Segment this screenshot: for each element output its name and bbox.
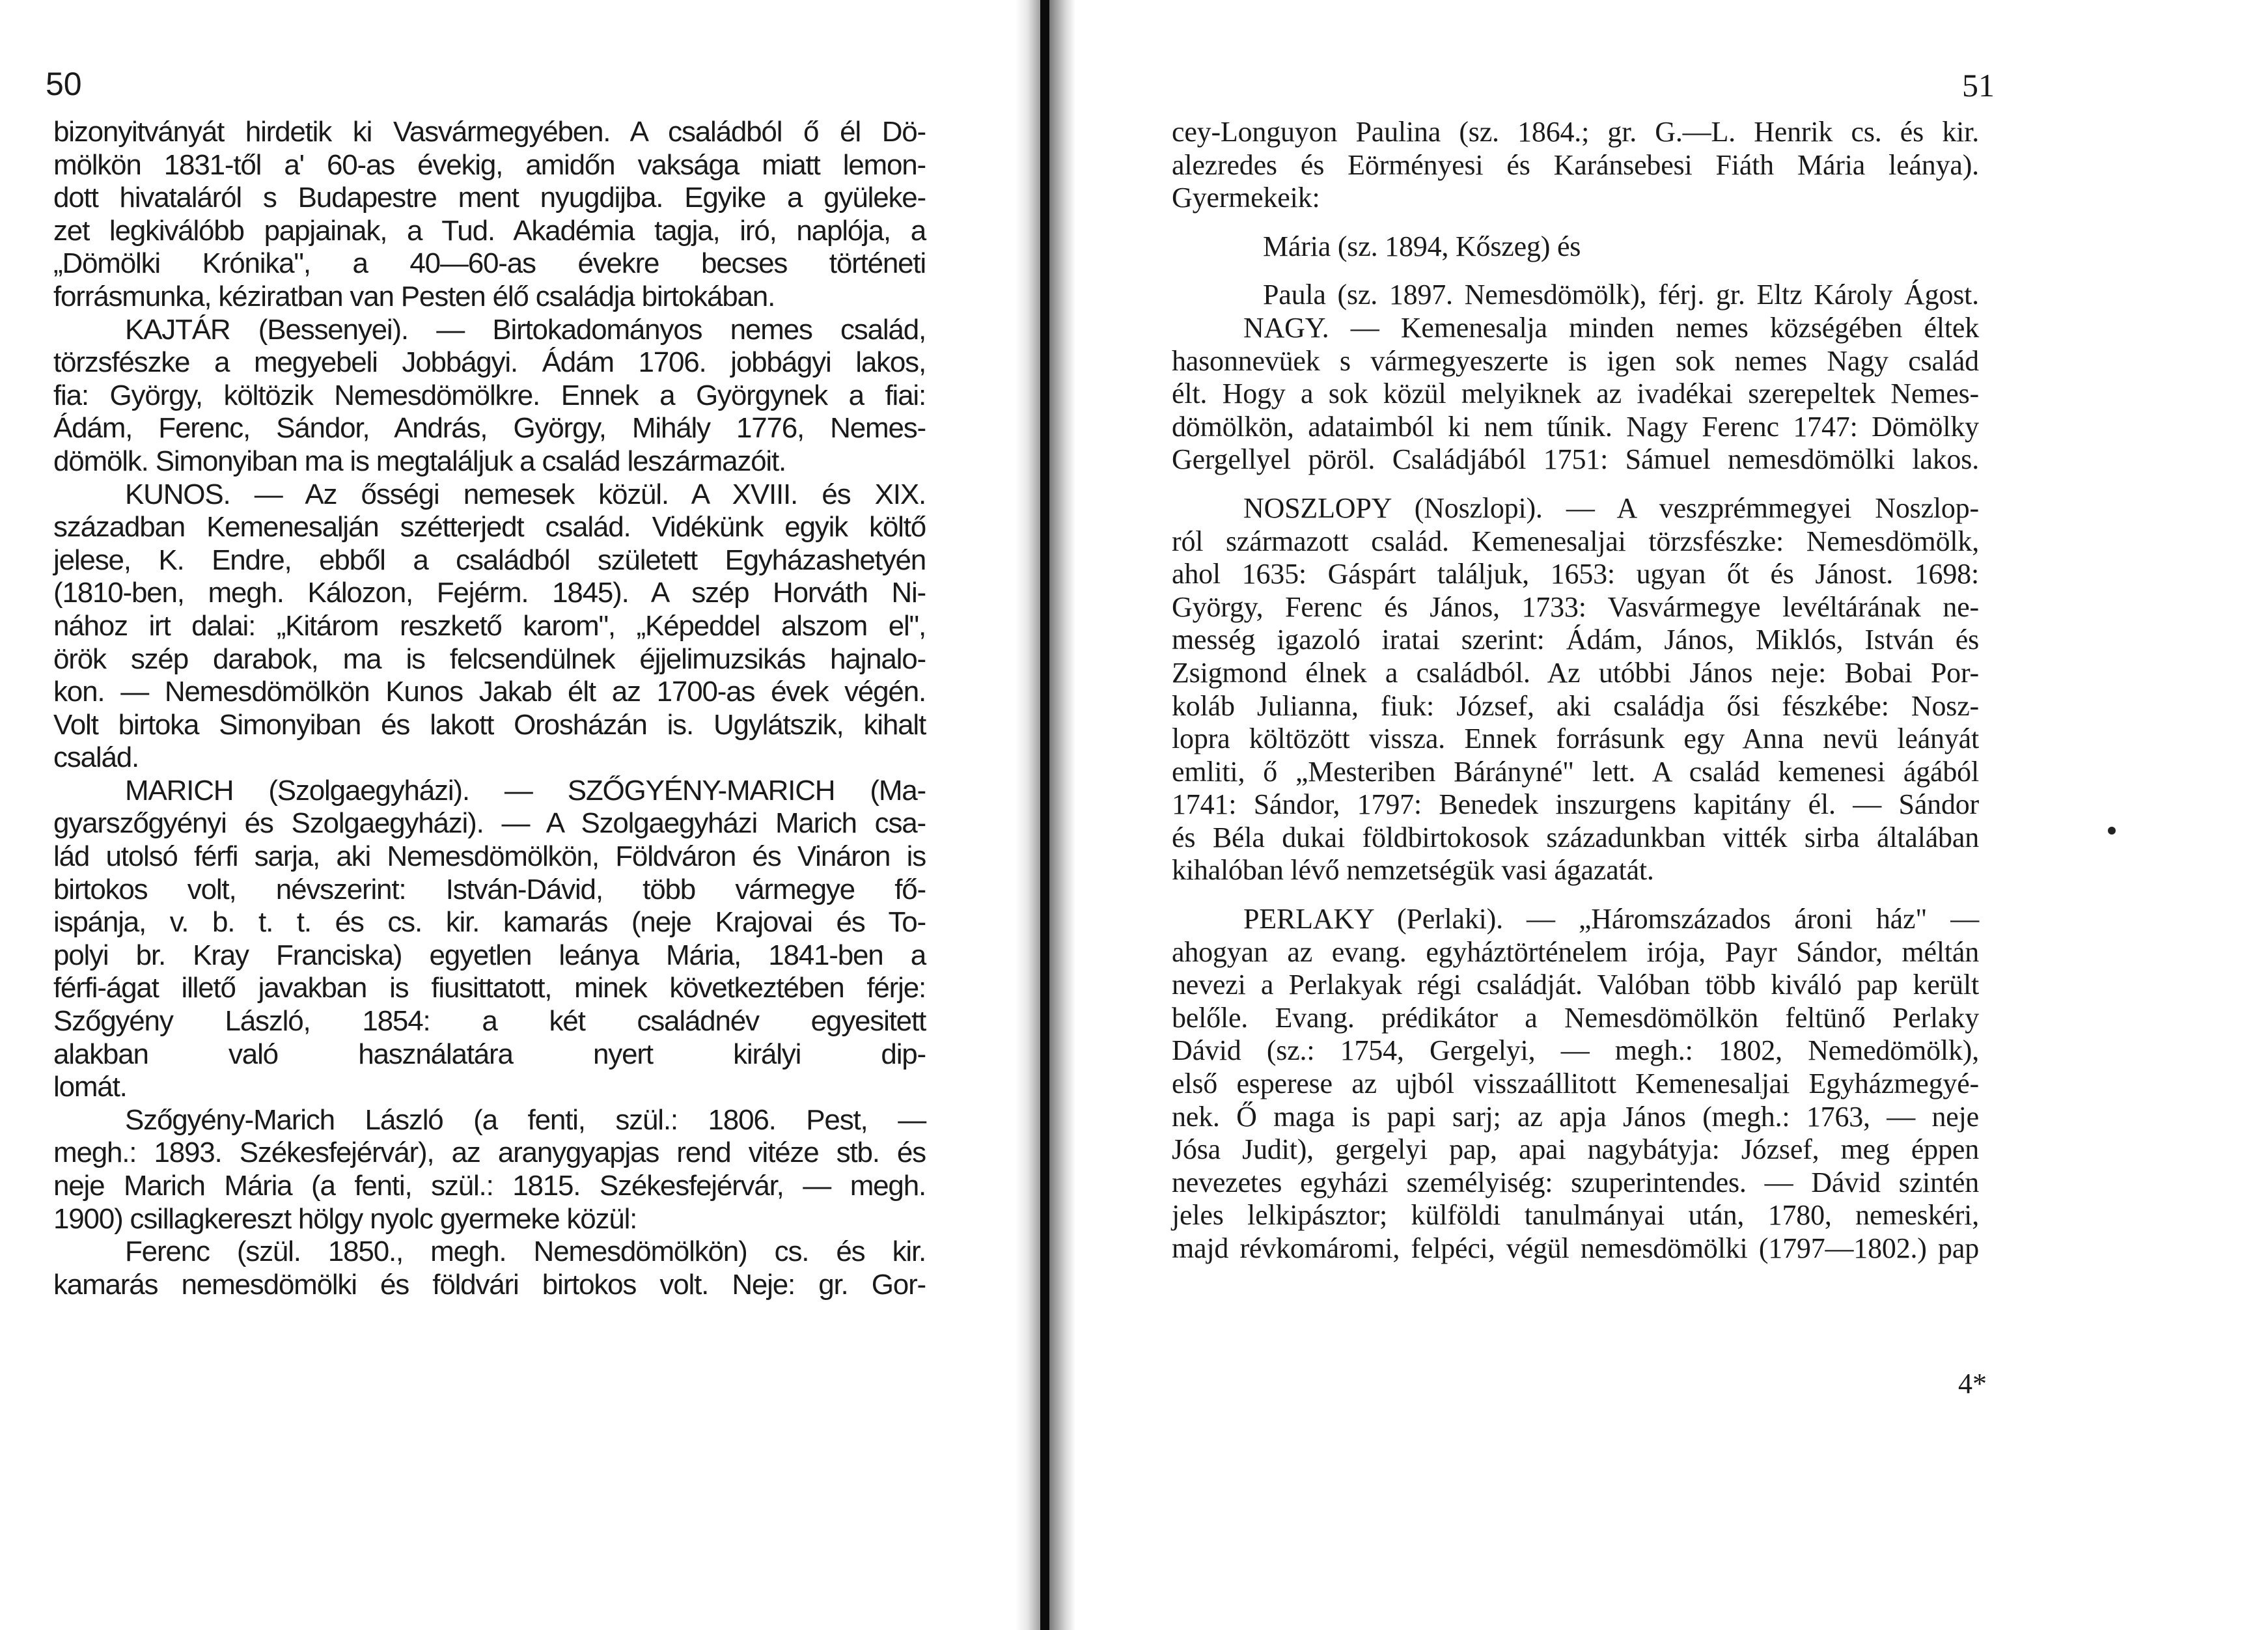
- text-line: birtokos volt, névszerint: István-Dávid, több vármegye fő-: [53, 873, 926, 905]
- paragraph-gap: [1172, 215, 1979, 230]
- text-line: KUNOS. — Az ősségi nemesek közül. A XVIII. és XIX.: [125, 478, 926, 510]
- text-line: NOSZLOPY (Noszlopi). — A veszprémmegyei Noszlop-: [1243, 491, 1979, 524]
- text-line: NAGY. — Kemenesalja minden nemes községében éltek: [1243, 311, 1979, 344]
- text-line: kihalóban lévő nemzetségük vasi ágazatát.: [1172, 854, 1654, 887]
- text-line: Gyermekeik:: [1172, 182, 1320, 214]
- text-line: KAJTÁR (Bessenyei). — Birtokadományos nemes család,: [125, 313, 926, 346]
- page-number-left: 50: [46, 66, 82, 102]
- text-line: Zsigmond élnek a családból. Az utóbbi János neje: Bobai Por-: [1172, 656, 1979, 689]
- text-line: dömölkön, adataimból ki nem tűnik. Nagy Ferenc 1747: Dömölky: [1172, 410, 1979, 443]
- text-line: Volt birtoka Simonyiban és lakott Orosházán is. Ugylátszik, kihalt: [53, 708, 926, 741]
- text-line: nához irt dalai: „Kitárom reszkető karom", „Képeddel alszom el",: [53, 609, 926, 642]
- text-line: ahogyan az evang. egyháztörténelem irója, Payr Sándor, méltán: [1172, 935, 1979, 968]
- text-line: belőle. Evang. prédikátor a Nemesdömölkön feltünő Perlaky: [1172, 1001, 1979, 1034]
- right-page-body: [1172, 116, 1979, 1265]
- text-line: Szőgyény-Marich László (a fenti, szül.: 1806. Pest, —: [125, 1103, 926, 1136]
- book-spine-shadow: [1016, 0, 1042, 1630]
- text-line: dömölk. Simonyiban ma is megtaláljuk a család leszármazóit.: [53, 445, 786, 477]
- text-line: Gergellyel pöröl. Családjából 1751: Sámuel nemesdömölki lakos.: [1172, 443, 1979, 476]
- text-line: első esperese az ujból visszaállitott Kemenesaljai Egyházmegyé-: [1172, 1068, 1979, 1100]
- text-line: jeles lelkipásztor; külföldi tanulmányai után, 1780, nemeskéri,: [1172, 1199, 1979, 1232]
- text-line: nevezetes egyházi személyiség: szuperintendes. — Dávid szintén: [1172, 1166, 1979, 1198]
- text-line: törzsfészke a megyebeli Jobbágyi. Ádám 1706. jobbágyi lakos,: [53, 346, 926, 379]
- text-line: 1900) csillagkereszt hölgy nyolc gyermeke közül:: [53, 1202, 637, 1235]
- text-line: Dávid (sz.: 1754, Gergelyi, — megh.: 1802, Nemedömölk),: [1172, 1034, 1979, 1067]
- book-spine: [1040, 0, 1049, 1630]
- text-line: bizonyitványát hirdetik ki Vasvármegyében. A családból ő él Dö-: [53, 116, 926, 148]
- text-line: neje Marich Mária (a fenti, szül.: 1815. Székesfejérvár, — megh.: [53, 1170, 926, 1202]
- text-line: polyi br. Kray Franciska) egyetlen leánya Mária, 1841-ben a: [53, 939, 926, 971]
- text-line: messég igazoló iratai szerint: Ádám, János, Miklós, István és: [1172, 624, 1979, 656]
- left-page: [0, 0, 1055, 1630]
- text-line: és Béla dukai földbirtokosok századunkban vitték sirba általában: [1172, 821, 1979, 853]
- text-line: mölkön 1831-től a' 60-as évekig, amidőn vaksága miatt lemon-: [53, 148, 926, 181]
- text-line: koláb Julianna, fiuk: József, aki családja ősi fészkébe: Nosz-: [1172, 689, 1979, 722]
- text-line: ról származott család. Kemenesaljai törzsfészke: Nemesdömölk,: [1172, 525, 1979, 557]
- text-line: zet legkiválóbb papjainak, a Tud. Akadémia tagja, iró, naplója, a: [53, 214, 926, 247]
- text-line: gyarszőgyényi és Szolgaegyházi). — A Szolgaegyházi Marich csa-: [53, 807, 926, 840]
- text-line: alezredes és Eörményesi és Karánsebesi Fiáth Mária leánya).: [1172, 148, 1979, 181]
- right-page: [1081, 0, 2268, 1630]
- text-line: ispánja, v. b. t. t. és cs. kir. kamarás (neje Krajovai és To-: [53, 906, 926, 939]
- text-line: században Kemenesalján szétterjedt család. Vidékünk egyik költő: [53, 511, 926, 544]
- text-line: fia: György, költözik Nemesdömölkre. Ennek a Györgynek a fiai:: [53, 379, 926, 411]
- text-line: Ádám, Ferenc, Sándor, András, György, Mihály 1776, Nemes-: [53, 412, 926, 445]
- text-line: ahol 1635: Gáspárt találjuk, 1653: ugyan őt és Jánost. 1698:: [1172, 558, 1979, 590]
- text-line: majd révkomáromi, felpéci, végül nemesdömölki (1797—1802.) pap: [1172, 1232, 1979, 1264]
- text-line: kamarás nemesdömölki és földvári birtokos volt. Neje: gr. Gor-: [53, 1268, 926, 1301]
- text-line: nek. Ő maga is papi sarj; az apja János (megh.: 1763, — neje: [1172, 1100, 1979, 1133]
- text-line: lád utolsó férfi sarja, aki Nemesdömölkön, Földváron és Vináron is: [53, 840, 926, 873]
- text-line: Mária (sz. 1894, Kőszeg) és: [1263, 230, 1581, 262]
- paragraph-gap: [1172, 477, 1979, 492]
- text-line: Szőgyény László, 1854: a két családnév egyesitett: [53, 1005, 926, 1038]
- text-line: emliti, ő „Mesteriben Bárányné" lett. A család kemenesi ágából: [1172, 755, 1979, 788]
- text-line: forrásmunka, kéziratban van Pesten élő családja birtokában.: [53, 280, 775, 312]
- text-line: férfi-ágat illető javakban is fiusittatott, minek következtében férje:: [53, 972, 926, 1004]
- text-line: MARICH (Szolgaegyházi). — SZŐGYÉNY-MARICH (Ma-: [125, 774, 926, 807]
- text-line: megh.: 1893. Székesfejérvár), az aranygyapjas rend vitéze stb. és: [53, 1137, 926, 1169]
- text-line: Jósa Judit), gergelyi pap, apai nagybátyja: József, meg éppen: [1172, 1133, 1979, 1166]
- text-line: dott hivataláról s Budapestre ment nyugdijba. Egyike a gyüleke-: [53, 182, 926, 214]
- ink-speck: [2108, 827, 2116, 835]
- text-line: alakban való használatára nyert királyi dip-: [53, 1038, 926, 1070]
- text-line: PERLAKY (Perlaki). — „Háromszázados ároni ház" —: [1243, 903, 1979, 935]
- text-line: nevezi a Perlakyak régi családját. Valóban több kiváló pap került: [1172, 969, 1979, 1001]
- text-line: Ferenc (szül. 1850., megh. Nemesdömölkön) cs. és kir.: [125, 1236, 926, 1268]
- text-line: „Dömölki Krónika", a 40—60-as évekre becses történeti: [53, 247, 926, 280]
- text-line: jelese, K. Endre, ebből a családból született Egyházashetyén: [53, 544, 926, 576]
- text-line: György, Ferenc és János, 1733: Vasvármegye levéltárának ne-: [1172, 590, 1979, 623]
- text-line: élt. Hogy a sok közül melyiknek az ivadékai szerepeltek Nemes-: [1172, 378, 1979, 410]
- text-line: család.: [53, 741, 139, 774]
- text-line: kon. — Nemesdömölkön Kunos Jakab élt az 1700-as évek végén.: [53, 676, 926, 708]
- text-line: lomát.: [53, 1071, 127, 1103]
- text-line: lopra költözött vissza. Ennek forrásunk egy Anna nevü leányát: [1172, 723, 1979, 755]
- text-line: 1741: Sándor, 1797: Benedek inszurgens kapitány él. — Sándor: [1172, 788, 1979, 821]
- page-number-right: 51: [1962, 67, 1995, 104]
- paragraph-gap: [1172, 887, 1979, 903]
- text-line: cey-Longuyon Paulina (sz. 1864.; gr. G.—L. Henrik cs. és kir.: [1172, 116, 1979, 148]
- text-line: Paula (sz. 1897. Nemesdömölk), férj. gr. Eltz Károly Ágost.: [1263, 279, 1979, 311]
- paragraph-gap: [1172, 263, 1979, 279]
- signature-mark: 4*: [1958, 1368, 1987, 1400]
- book-gutter-shadow: [1049, 0, 1075, 1630]
- text-line: örök szép darabok, ma is felcsendülnek éjjelimuzsikás hajnalo-: [53, 642, 926, 675]
- text-line: (1810-ben, megh. Kálozon, Fejérm. 1845). A szép Horváth Ni-: [53, 577, 926, 609]
- left-page-body: [53, 116, 926, 1301]
- text-line: hasonnevüek s vármegyeszerte is igen sok nemes Nagy család: [1172, 344, 1979, 377]
